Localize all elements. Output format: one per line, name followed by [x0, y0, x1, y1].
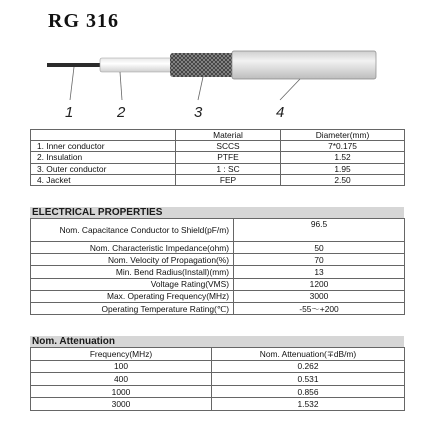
table-row: [31, 152, 405, 163]
property-name: Operating Temperature Rating(℃): [31, 302, 234, 314]
property-name: Nom. Velocity of Propagation(%): [31, 254, 234, 266]
braid-shape: [170, 53, 236, 77]
construction-part: 4. Jacket: [31, 174, 176, 185]
attenuation-value: 0.262: [212, 360, 405, 373]
cable-diagram: [0, 40, 430, 102]
label-number-4: 4: [276, 104, 285, 121]
table-row: [31, 302, 405, 314]
construction-material: PTFE: [176, 152, 281, 163]
construction-diameter: 7*0.175: [281, 141, 405, 152]
property-name: Voltage Rating(VMS): [31, 278, 234, 290]
frequency-value: 400: [31, 373, 212, 386]
table-row: [31, 398, 405, 411]
table-row: [31, 254, 405, 266]
construction-part: 1. Inner conductor: [31, 141, 176, 152]
frequency-value: 3000: [31, 398, 212, 411]
construction-header-cell: [31, 130, 176, 141]
construction-material: FEP: [176, 174, 281, 185]
construction-material: SCCS: [176, 141, 281, 152]
table-row: [31, 360, 405, 373]
construction-header-cell: Material: [176, 130, 281, 141]
table-row: [31, 174, 405, 185]
table-row: [31, 141, 405, 152]
label-number-3: 3: [194, 104, 203, 121]
property-name: Min. Bend Radius(Install)(mm): [31, 266, 234, 278]
attenuation-value: 0.856: [212, 385, 405, 398]
jacket-shape: [232, 51, 376, 79]
table-row: [31, 163, 405, 174]
label-number-2: 2: [117, 104, 126, 121]
attenuation-value: 1.532: [212, 398, 405, 411]
inner-conductor-shape: [47, 63, 103, 67]
attenuation-header-cell: Frequency(MHz): [31, 348, 212, 361]
construction-header-cell: Diameter(mm): [281, 130, 405, 141]
table-row: [31, 219, 405, 242]
property-value: 13: [234, 266, 405, 278]
attenuation-heading: Nom. Attenuation: [30, 336, 404, 347]
attenuation-header-row: [31, 348, 405, 361]
electrical-properties-heading: ELECTRICAL PROPERTIES: [30, 207, 404, 218]
electrical-properties-table: [30, 218, 405, 315]
property-value: 1200: [234, 278, 405, 290]
table-row: [31, 242, 405, 254]
insulation-shape: [100, 58, 174, 72]
property-value: -55～+200: [234, 302, 405, 314]
property-name: Nom. Capacitance Conductor to Shield(pF/m): [31, 219, 234, 242]
construction-diameter: 2.50: [281, 174, 405, 185]
page-title: RG 316: [48, 10, 119, 32]
property-value: 3000: [234, 290, 405, 302]
construction-diameter: 1.95: [281, 163, 405, 174]
table-row: [31, 290, 405, 302]
attenuation-value: 0.531: [212, 373, 405, 386]
property-name: Nom. Characteristic Impedance(ohm): [31, 242, 234, 254]
table-row: [31, 373, 405, 386]
construction-material: 1 : SC: [176, 163, 281, 174]
table-row: [31, 385, 405, 398]
construction-table: [30, 129, 405, 186]
table-row: [31, 278, 405, 290]
frequency-value: 100: [31, 360, 212, 373]
property-name: Max. Operating Frequency(MHz): [31, 290, 234, 302]
construction-part: 3. Outer conductor: [31, 163, 176, 174]
construction-diameter: 1.52: [281, 152, 405, 163]
construction-header-row: [31, 130, 405, 141]
label-number-1: 1: [65, 104, 74, 121]
property-value: 70: [234, 254, 405, 266]
property-value: 96.5: [234, 219, 405, 242]
property-value: 50: [234, 242, 405, 254]
attenuation-table: [30, 347, 405, 411]
construction-part: 2. Insulation: [31, 152, 176, 163]
frequency-value: 1000: [31, 385, 212, 398]
attenuation-header-cell: Nom. Attenuation(∓dB/m): [212, 348, 405, 361]
table-row: [31, 266, 405, 278]
